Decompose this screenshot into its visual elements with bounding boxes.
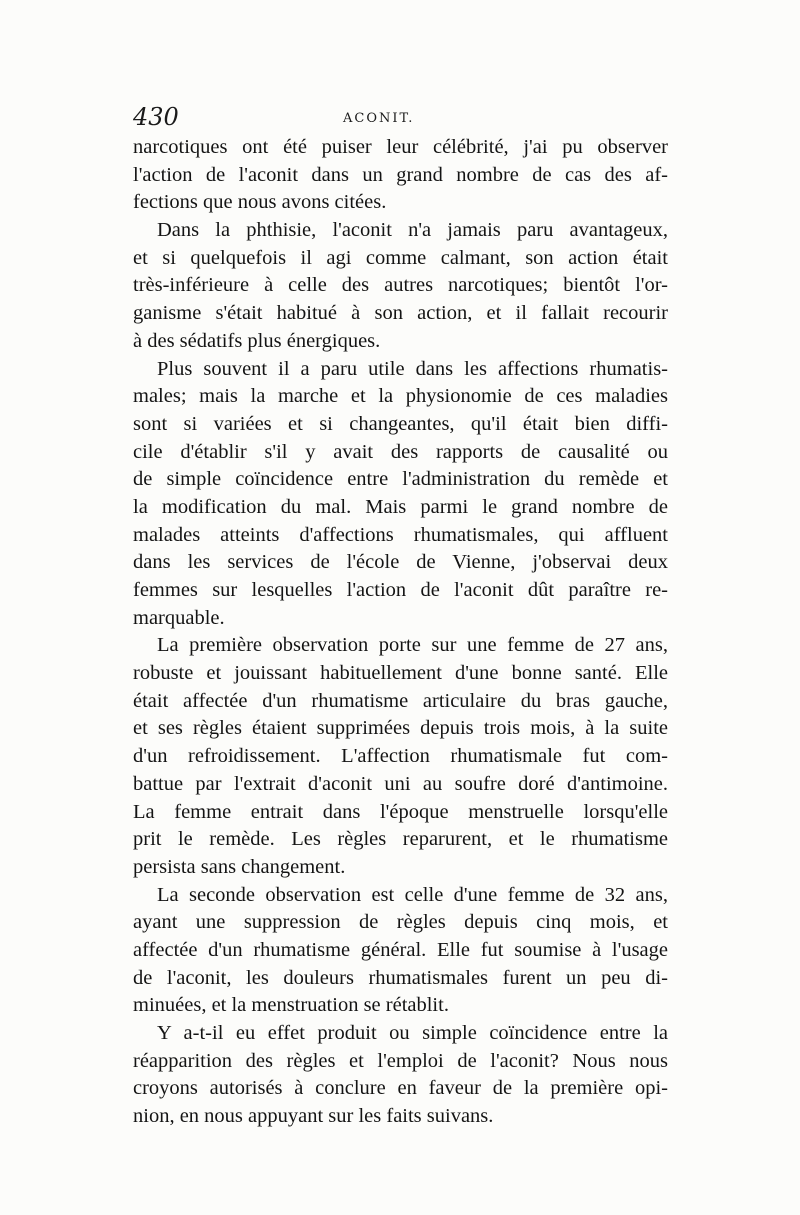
text-line: Plus souvent il a paru utile dans les affections rhumatis- (157, 357, 668, 380)
text-line: à des sédatifs plus énergiques. (133, 329, 381, 352)
text-line: et ses règles étaient supprimées depuis trois mois, à la suite (133, 717, 668, 740)
text-line: affectée d'un rhumatisme général. Elle fut soumise à l'usage (133, 938, 668, 961)
text-line: fections que nous avons citées. (133, 191, 387, 214)
text-line: sont si variées et si changeantes, qu'il était bien diffi- (133, 412, 668, 435)
text-line: de l'aconit, les douleurs rhumatismales furent un peu di- (133, 966, 668, 989)
text-line: de simple coïncidence entre l'administration du remède et (133, 468, 668, 491)
text-line: prit le remède. Les règles reparurent, et le rhumatisme (133, 828, 668, 851)
text-line: persista sans changement. (133, 855, 346, 878)
text-line: d'un refroidissement. L'affection rhumatismale fut com- (133, 745, 668, 768)
text-line: femmes sur lesquelles l'action de l'aconit dût paraître re- (133, 579, 668, 601)
text-line: marquable. (133, 606, 225, 629)
page-number: 430 (133, 103, 179, 131)
text-line: males; mais la marche et la physionomie de ces maladies (133, 385, 668, 408)
text-line: l'action de l'aconit dans un grand nombre de cas des af- (133, 163, 668, 186)
running-head: ACONIT. (343, 111, 415, 126)
text-line: ganisme s'était habitué à son action, et il fallait recourir (133, 302, 668, 325)
text-line: narcotiques ont été puiser leur célébrité, j'ai pu observer (133, 136, 668, 158)
text-line: nion, en nous appuyant sur les faits suivans. (133, 1105, 494, 1128)
text-line: croyons autorisés à conclure en faveur de la première opi- (133, 1077, 668, 1100)
text-line: réapparition des règles et l'emploi de l'aconit? Nous nous (133, 1049, 668, 1072)
text-line: Dans la phthisie, l'aconit n'a jamais paru avantageux, (157, 219, 668, 242)
body-text (133, 134, 668, 1131)
page-header (133, 103, 668, 133)
text-line: Y a-t-il eu effet produit ou simple coïncidence entre la (157, 1022, 668, 1044)
text-line: et si quelquefois il agi comme calmant, son action était (133, 246, 668, 269)
text-line: minuées, et la menstruation se rétablit. (133, 994, 449, 1017)
text-line: battue par l'extrait d'aconit uni au soufre doré d'antimoine. (133, 772, 668, 795)
text-line: La femme entrait dans l'époque menstruelle lorsqu'elle (133, 800, 668, 823)
text-line: La seconde observation est celle d'une femme de 32 ans, (157, 883, 668, 906)
text-line: malades atteints d'affections rhumatismales, qui affluent (133, 523, 668, 546)
text-line: La première observation porte sur une femme de 27 ans, (157, 634, 668, 657)
text-line: très-inférieure à celle des autres narcotiques; bientôt l'or- (133, 274, 668, 297)
text-line: la modification du mal. Mais parmi le grand nombre de (133, 495, 668, 518)
text-line: dans les services de l'école de Vienne, j'observai deux (133, 551, 668, 574)
text-line: était affectée d'un rhumatisme articulaire du bras gauche, (133, 689, 668, 712)
text-line: robuste et jouissant habituellement d'une bonne santé. Elle (133, 662, 668, 685)
text-line: ayant une suppression de règles depuis cinq mois, et (133, 911, 668, 934)
text-line: cile d'établir s'il y avait des rapports de causalité ou (133, 440, 668, 463)
